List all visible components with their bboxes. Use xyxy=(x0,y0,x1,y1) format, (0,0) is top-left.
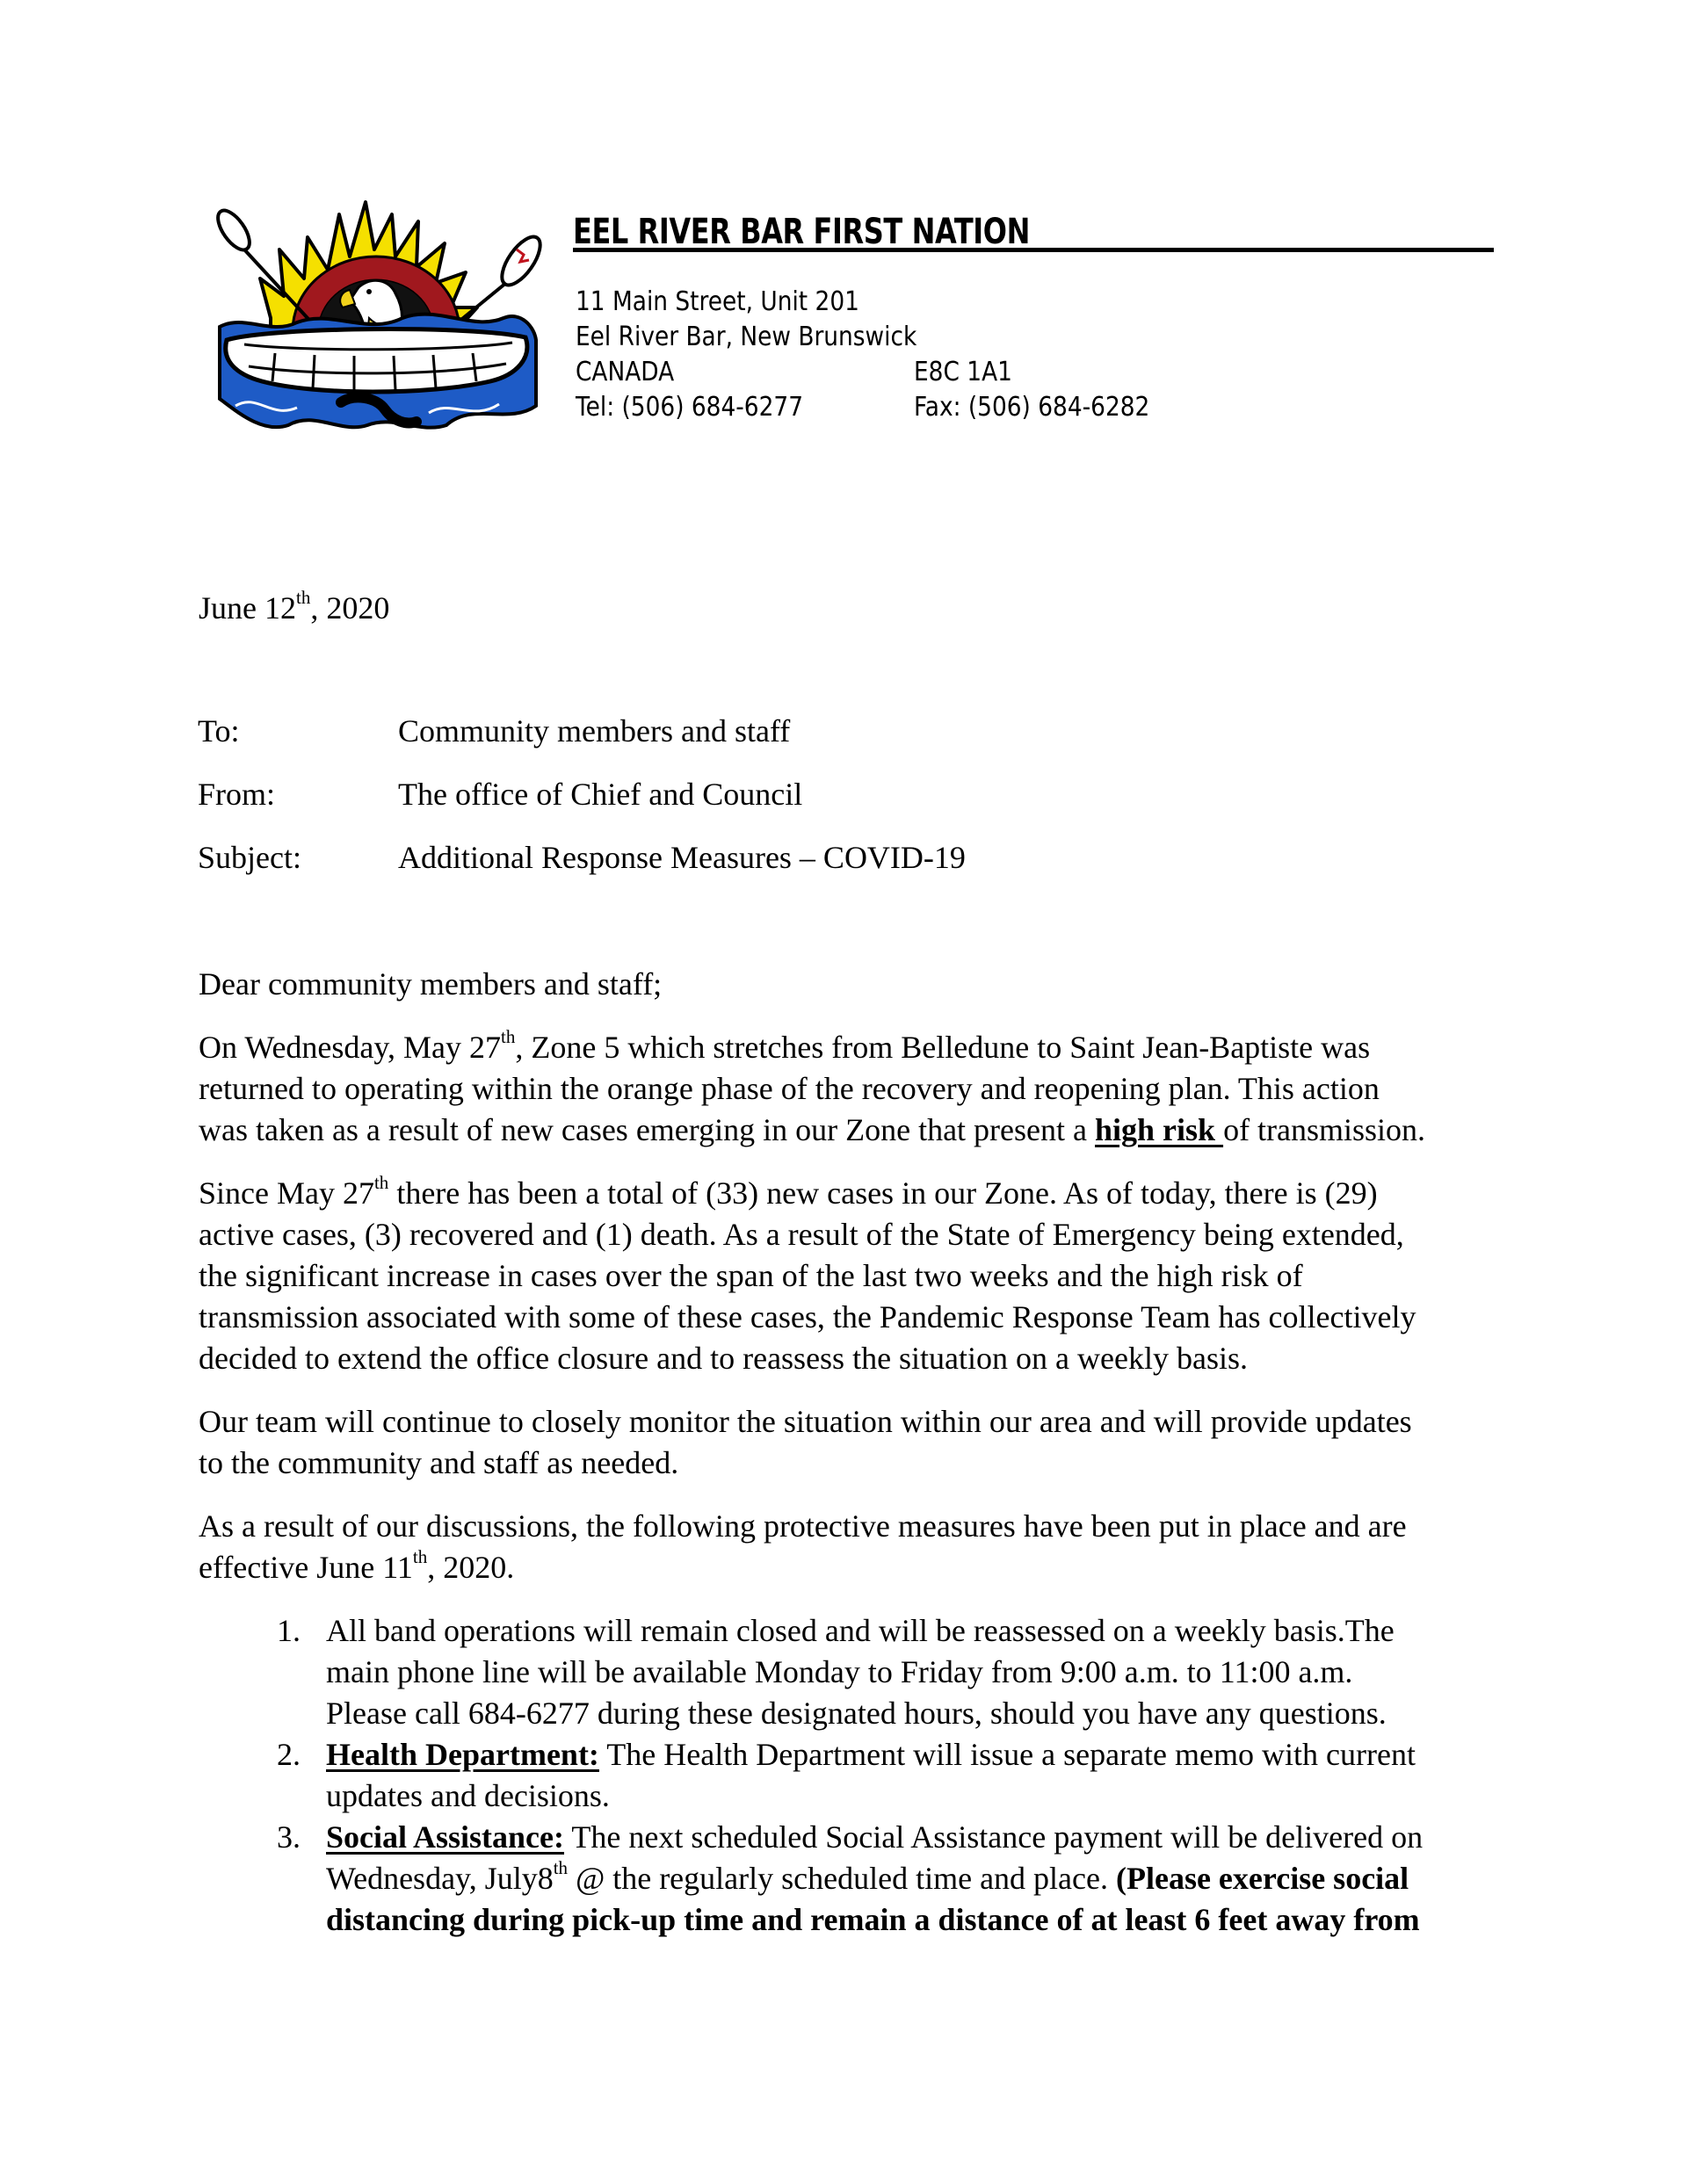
memo-date: June 12th, 2020 xyxy=(199,587,390,626)
organization-logo-icon xyxy=(209,195,543,434)
address-line-3 xyxy=(576,357,1012,387)
list-line: Wednesday, July8th @ the regularly scheduled time and place. (Please exercise social xyxy=(326,1857,1409,1896)
paragraph-line: Since May 27th there has been a total of (33) new cases in our Zone. As of today, there is (29) xyxy=(199,1172,1378,1211)
to-label: To: xyxy=(198,713,240,748)
list-number: 3. xyxy=(277,1819,301,1855)
list-line: Social Assistance: The next scheduled Social Assistance payment will be delivered on xyxy=(326,1819,1424,1855)
paragraph-line: the significant increase in cases over the span of the last two weeks and the high risk of xyxy=(199,1258,1303,1293)
telephone: Tel: (506) 684-6277 xyxy=(576,392,803,423)
list-number: 1. xyxy=(277,1613,301,1648)
list-line: Health Department: The Health Department will issue a separate memo with current xyxy=(326,1737,1416,1772)
from-value: The office of Chief and Council xyxy=(398,777,803,812)
list-line: All band operations will remain closed and will be reassessed on a weekly basis.The xyxy=(326,1613,1395,1648)
paragraph-line: Our team will continue to closely monitor the situation within our area and will provide updates xyxy=(199,1404,1412,1439)
address-line-1: 11 Main Street, Unit 201 xyxy=(576,286,859,317)
list-line: distancing during pick-up time and remain a distance of at least 6 feet away from xyxy=(326,1902,1420,1937)
list-line: updates and decisions. xyxy=(326,1778,610,1813)
list-heading: Health Department: xyxy=(326,1737,599,1772)
postal-code: E8C 1A1 xyxy=(914,357,1012,387)
canoe xyxy=(226,329,527,392)
organization-name: EEL RIVER BAR FIRST NATION xyxy=(573,212,1494,252)
paragraph-line: to the community and staff as needed. xyxy=(199,1445,679,1480)
list-number: 2. xyxy=(277,1737,301,1772)
to-value: Community members and staff xyxy=(398,713,791,748)
address-line-4 xyxy=(576,392,1150,423)
paragraph-line: active cases, (3) recovered and (1) death. As a result of the State of Emergency being extended, xyxy=(199,1217,1404,1252)
paragraph-line: was taken as a result of new cases emerging in our Zone that present a high risk of transmission. xyxy=(199,1112,1426,1147)
subject-label: Subject: xyxy=(198,840,301,875)
paragraph-line: decided to extend the office closure and to reassess the situation on a weekly basis. xyxy=(199,1341,1248,1376)
address-line-2: Eel River Bar, New Brunswick xyxy=(576,322,917,352)
list-heading: Social Assistance: xyxy=(326,1819,565,1855)
list-line: main phone line will be available Monday to Friday from 9:00 a.m. to 11:00 a.m. xyxy=(326,1654,1353,1689)
paragraph-line: As a result of our discussions, the following protective measures have been put in place and are xyxy=(199,1508,1407,1544)
subject-value: Additional Response Measures – COVID-19 xyxy=(398,840,966,875)
salutation: Dear community members and staff; xyxy=(199,966,663,1002)
paragraph-line: returned to operating within the orange phase of the recovery and reopening plan. This action xyxy=(199,1071,1380,1106)
fax: Fax: (506) 684-6282 xyxy=(914,392,1150,423)
paragraph-line: On Wednesday, May 27th, Zone 5 which stretches from Belledune to Saint Jean-Baptiste was xyxy=(199,1026,1371,1065)
paragraph-line: effective June 11th, 2020. xyxy=(199,1546,515,1585)
high-risk-emphasis: high risk xyxy=(1095,1112,1224,1147)
paragraph-line: transmission associated with some of these cases, the Pandemic Response Team has collectively xyxy=(199,1299,1416,1334)
from-label: From: xyxy=(198,777,276,812)
country: CANADA xyxy=(576,357,675,387)
list-line: Please call 684-6277 during these designated hours, should you have any questions. xyxy=(326,1696,1387,1731)
